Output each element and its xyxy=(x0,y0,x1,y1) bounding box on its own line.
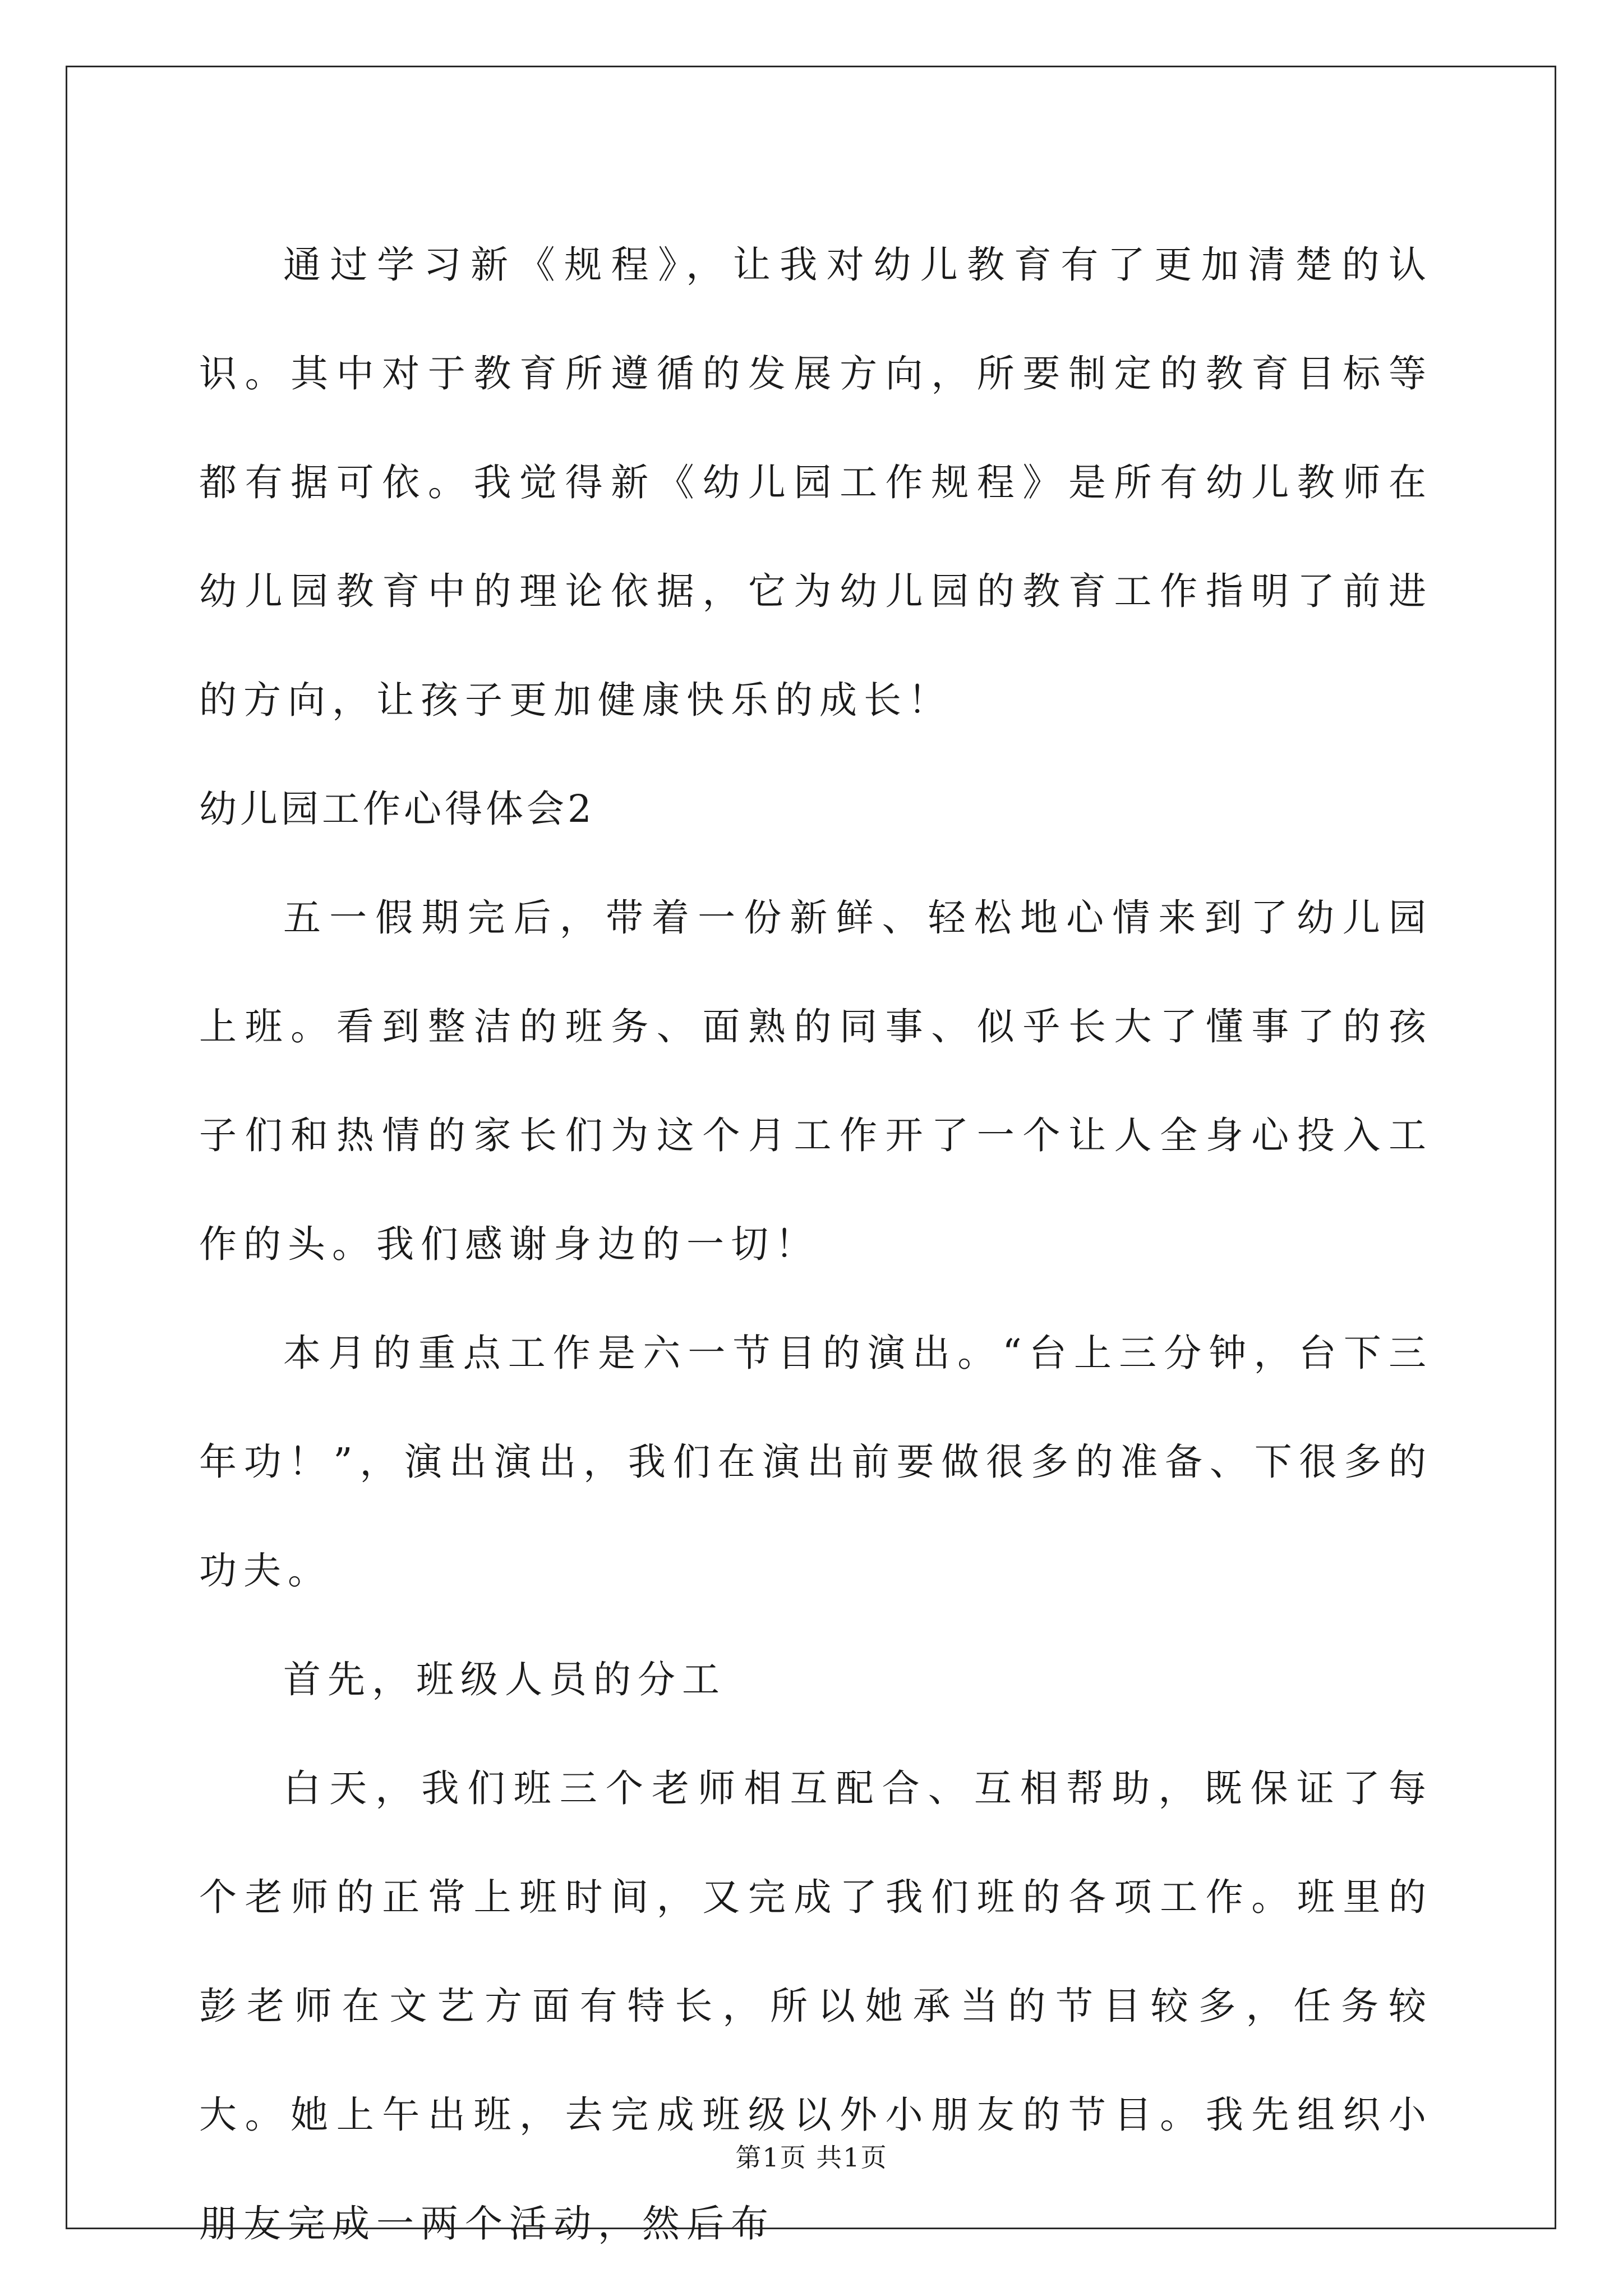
document-body xyxy=(199,210,1433,2278)
page-number-footer: 第1页 共1页 xyxy=(735,2142,888,2173)
paragraph-3: 本月的重点工作是六一节目的演出。“台上三分钟，台下三年功！”，演出演出，我们在演出前要做很多的准备、下很多的功夫。 xyxy=(199,1331,1433,1593)
paragraph-2: 五一假期完后，带着一份新鲜、轻松地心情来到了幼儿园上班。看到整洁的班务、面熟的同事、似乎长大了懂事了的孩子们和热情的家长们为这个月工作开了一个让人全身心投入工作的头。我们感谢身边的一切！ xyxy=(199,896,1433,1266)
section-heading: 幼儿园工作心得体会2 xyxy=(199,787,595,831)
paragraph-4: 首先，班级人员的分工 xyxy=(283,1658,726,1701)
paragraph-5: 白天，我们班三个老师相互配合、互相帮助，既保证了每个老师的正常上班时间，又完成了我们班的各项工作。班里的彭老师在文艺方面有特长，所以她承当的节目较多，任务较大。她上午出班，去完成班级以外小朋友的节目。我先组织小朋友完成一两个活动，然后布 xyxy=(199,1766,1433,2246)
paragraph-1: 通过学习新《规程》，让我对幼儿教育有了更加清楚的认识。其中对于教育所遵循的发展方向，所要制定的教育目标等都有据可依。我觉得新《幼儿园工作规程》是所有幼儿教师在幼儿园教育中的理论依据，它为幼儿园的教育工作指明了前进的方向，让孩子更加健康快乐的成长！ xyxy=(199,243,1433,722)
